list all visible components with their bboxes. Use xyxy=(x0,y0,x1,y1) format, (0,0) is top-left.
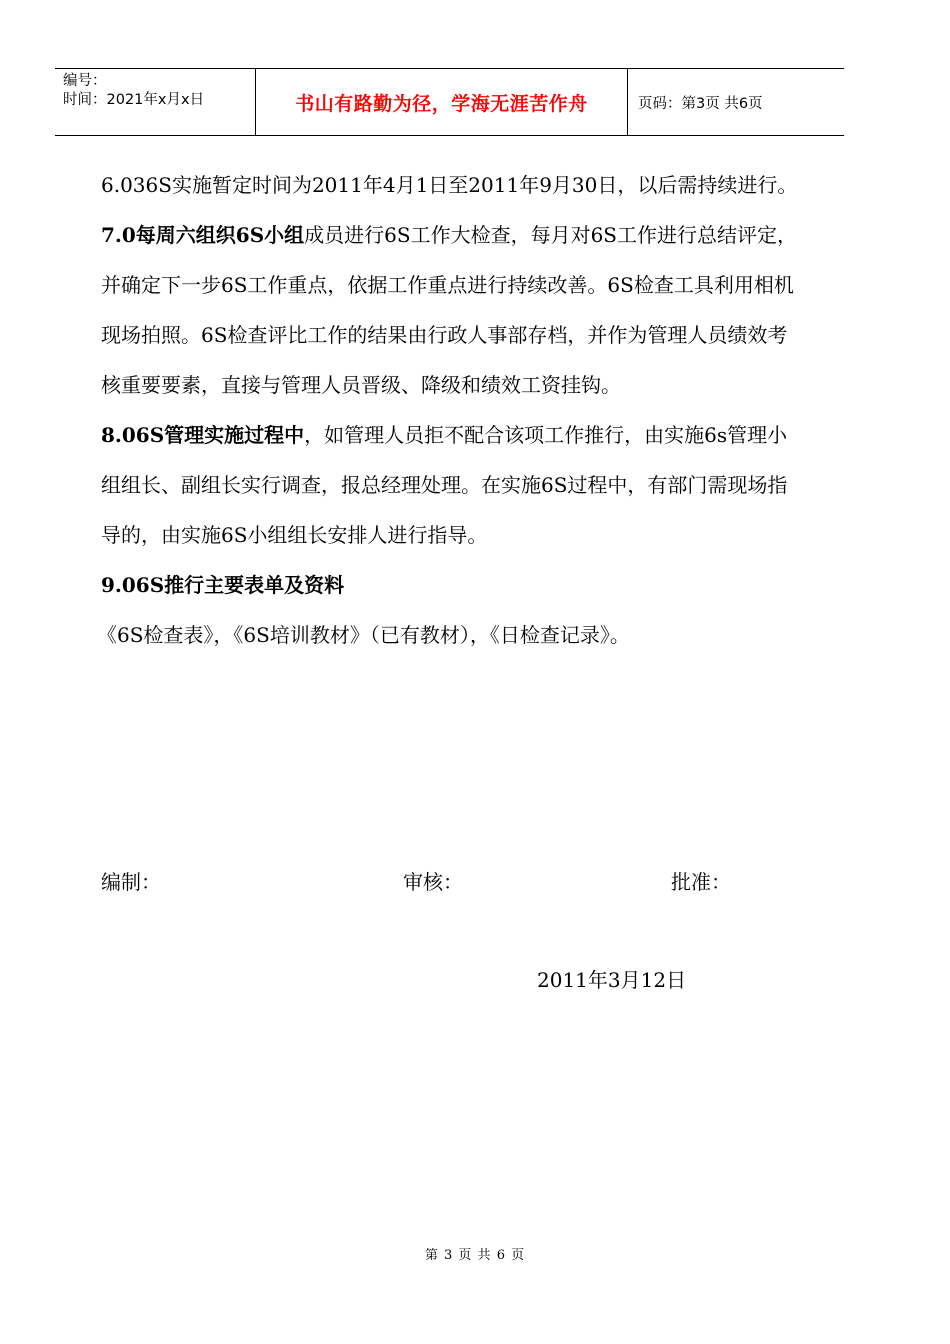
signature-row xyxy=(101,860,801,904)
reviewed-by-label: 审核： xyxy=(403,870,463,894)
document-header xyxy=(55,68,844,136)
section-9-heading-text: 9.06S推行主要表单及资料 xyxy=(101,573,345,597)
section-7-paragraph xyxy=(101,210,801,410)
document-body xyxy=(97,160,801,660)
section-9-heading xyxy=(101,560,801,610)
prepared-by-label: 编制： xyxy=(101,870,161,894)
header-motto: 书山有路勤为径，学海无涯苦作舟 xyxy=(256,69,628,135)
approved-by-label: 批准： xyxy=(671,870,731,894)
header-page-label: 页码：第3页 共6页 xyxy=(638,95,763,112)
section-7-text: 成员进行6S工作大检查，每月对6S工作进行总结评定，并确定下一步6S工作重点，依据工作重点进行持续改善。6S检查工具利用相机现场拍照。6S检查评比工作的结果由行政人事部存档，并作为管理人员绩效考核重要要素，直接与管理人员晋级、降级和绩效工资挂钩。 xyxy=(101,223,798,397)
page-footer: 第 3 页 共 6 页 xyxy=(424,1248,526,1263)
section-7-heading: 7.0每周六组织6S小组 xyxy=(101,223,305,247)
section-6-paragraph: 6.036S实施暂定时间为2011年4月1日至2011年9月30日，以后需持续进行。 xyxy=(101,173,798,197)
header-meta-cell xyxy=(55,69,256,135)
section-8-text: ，如管理人员拒不配合该项工作推行，由实施6s管理小组组长、副组长实行调查，报总经理处理。在实施6S过程中，有部门需现场指导的，由实施6S小组组长安排人进行指导。 xyxy=(101,423,788,547)
section-8-paragraph xyxy=(101,410,801,560)
section-8-heading: 8.06S管理实施过程中 xyxy=(101,423,305,447)
code-label: 编号： xyxy=(63,73,107,89)
signature-date: 2011年3月12日 xyxy=(537,968,687,992)
time-label: 时间：2021年x月x日 xyxy=(63,92,205,108)
section-9-references: 《6S检查表》，《6S培训教材》（已有教材），《日检查记录》。 xyxy=(97,623,630,647)
